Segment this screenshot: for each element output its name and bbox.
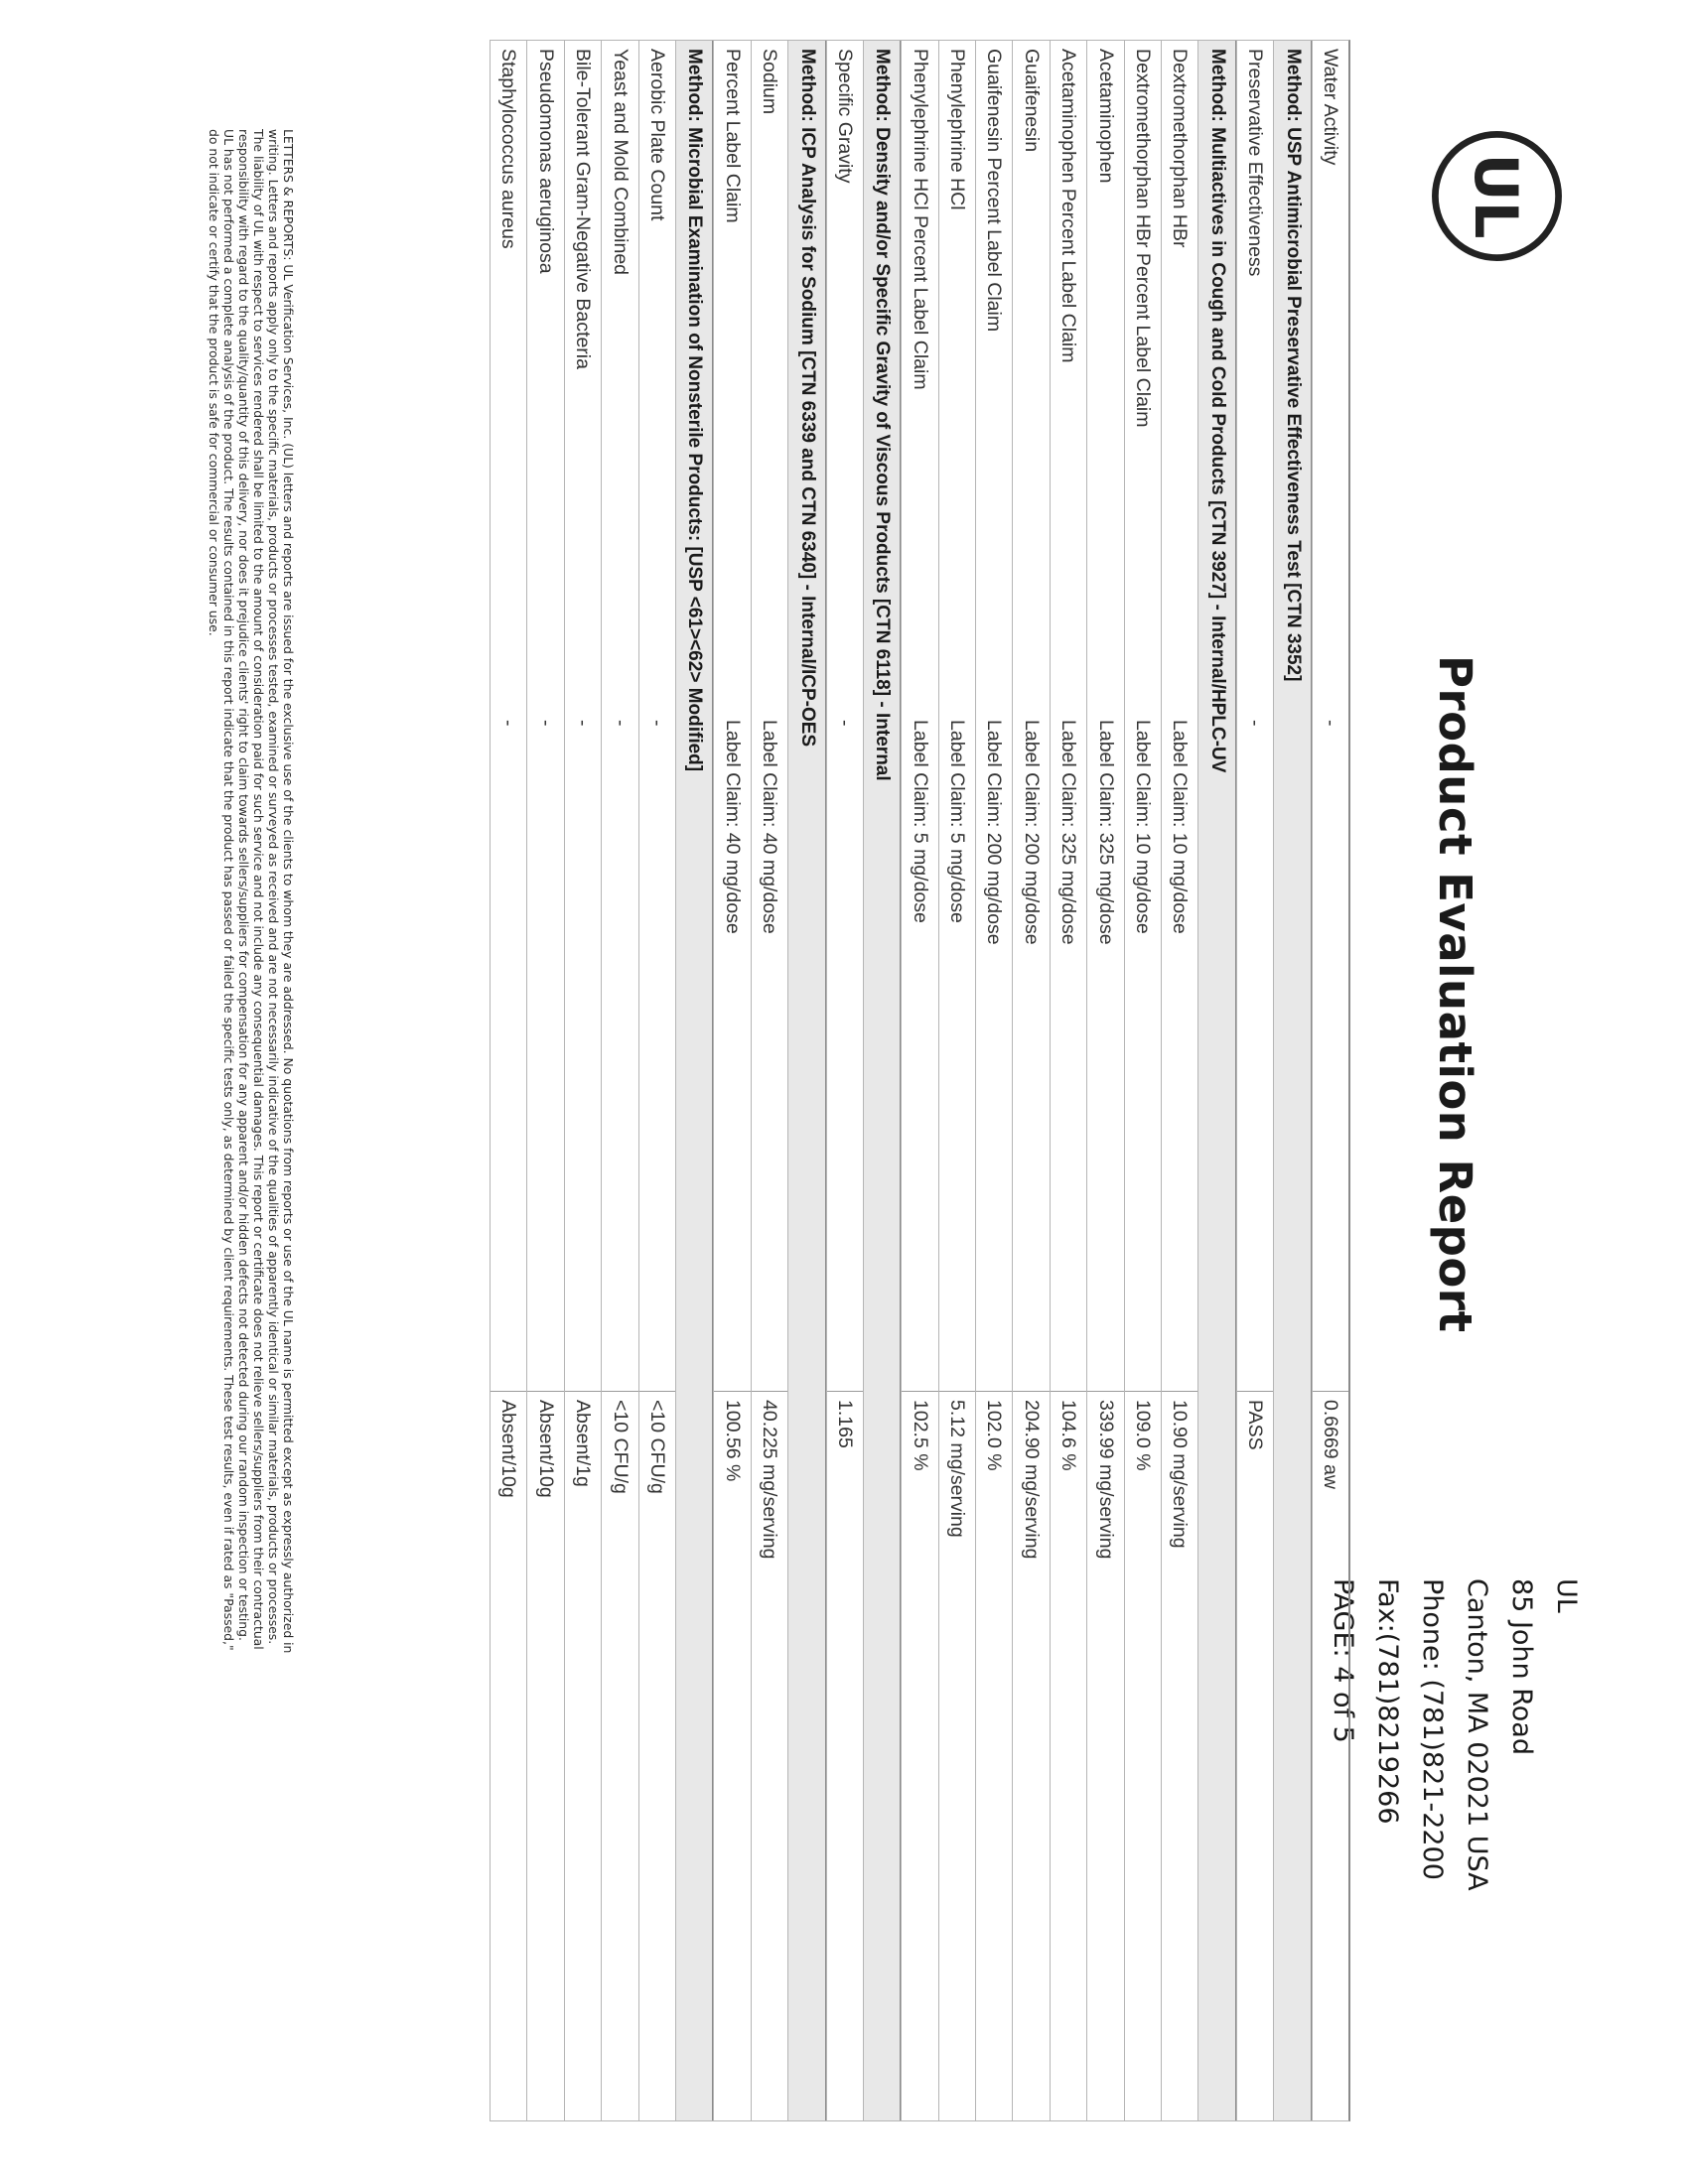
test-name-cell: Dextromethorphan HBr: [1169, 49, 1192, 248]
table-row: [1312, 41, 1348, 2120]
disclaimer-line: do not indicate or certify that the product is safe for commercial or consumer use.: [207, 129, 221, 636]
table-row: [751, 41, 787, 2120]
disclaimer-line: responsibility with regard to the quality/quantity of this delivery, nor does it prejudice clients' right to claim towards sellers/suppliers for compensation for any apparent and/or hidden defects not detected during our random inspection or testing.: [236, 129, 251, 1641]
method-label: Method: ICP Analysis for Sodium [CTN 6339 and CTN 6340] - Internal/ICP-OES: [796, 49, 818, 748]
table-row: [975, 41, 1012, 2120]
label-claim-cell: Label Claim: 10 mg/dose: [1132, 720, 1155, 934]
disclaimer-line: LETTERS & REPORTS: UL Verification Services, Inc. (UL) letters and reports are issued for the exclusive use of the clients to whom they are addressed. No quotations from reports or use of the UL name is permitted except as expressly authorized in: [281, 129, 296, 1654]
table-row: [1161, 41, 1197, 2120]
test-name-cell: Yeast and Mold Combined: [609, 49, 632, 276]
test-name-cell: Phenylephrine HCl Percent Label Claim: [909, 49, 931, 390]
table-row: [638, 41, 675, 2120]
test-name-cell: Bile-Tolerant Gram-Negative Bacteria: [572, 49, 595, 369]
city-state-zip: Canton, MA 02021 USA: [1462, 1578, 1492, 1891]
table-row: [526, 41, 563, 2120]
table-row: [564, 41, 601, 2120]
test-name-cell: Acetaminophen Percent Label Claim: [1057, 49, 1080, 363]
method-header-row: [787, 41, 825, 2120]
table-row: [1012, 41, 1049, 2120]
table-row: [1086, 41, 1123, 2120]
method-header-row: [863, 41, 901, 2120]
table-row: [1050, 41, 1086, 2120]
table-row: [1124, 41, 1161, 2120]
method-header-row: [1197, 41, 1235, 2120]
table-row: [938, 41, 975, 2120]
result-cell: 102.5 %: [902, 1391, 937, 2120]
result-cell: Absent/1g: [565, 1391, 601, 2120]
label-claim-cell: -: [609, 720, 632, 727]
result-cell: 102.0 %: [976, 1391, 1012, 2120]
svg-text:UL: UL: [1460, 153, 1529, 239]
method-header-row: [1273, 41, 1311, 2120]
label-claim-cell: Label Claim: 5 mg/dose: [946, 720, 969, 923]
label-claim-cell: -: [572, 720, 595, 727]
test-name-cell: Dextromethorphan HBr Percent Label Claim: [1132, 49, 1155, 428]
result-cell: 104.6 %: [1051, 1391, 1086, 2120]
test-name-cell: Guaifenesin: [1020, 49, 1043, 153]
result-cell: 204.90 mg/serving: [1013, 1391, 1049, 2120]
results-table: [490, 40, 1350, 2121]
label-claim-cell: -: [497, 720, 520, 727]
test-name-cell: Water Activity: [1320, 49, 1341, 166]
result-cell: 100.56 %: [714, 1391, 750, 2120]
test-name-cell: Aerobic Plate Count: [645, 49, 668, 221]
disclaimer-line: UL has not performed a complete analysis of the product. The results contained in this report indicate that the product has passed or failed the specific tests only, as determined by client requirements. These test results, even if rated as "Passed,": [221, 129, 236, 1651]
test-name-cell: Sodium: [759, 49, 781, 115]
table-row: [601, 41, 637, 2120]
result-cell: 109.0 %: [1125, 1391, 1161, 2120]
result-cell: 339.99 mg/serving: [1087, 1391, 1123, 2120]
label-claim-cell: -: [645, 720, 668, 727]
report-title: Product Evaluation Report: [1429, 655, 1481, 1333]
label-claim-cell: Label Claim: 325 mg/dose: [1094, 720, 1117, 945]
letters-reports-disclaimer: [207, 129, 296, 2095]
lab-address-block: [1321, 1578, 1589, 1891]
label-claim-cell: Label Claim: 325 mg/dose: [1057, 720, 1080, 945]
result-cell: PASS: [1237, 1391, 1273, 2120]
test-name-cell: Preservative Effectiveness: [1244, 49, 1267, 277]
street-address: 85 John Road: [1506, 1578, 1537, 1755]
table-row: [490, 41, 526, 2120]
label-claim-cell: Label Claim: 200 mg/dose: [983, 720, 1006, 945]
label-claim-cell: -: [1244, 720, 1267, 727]
table-row: [826, 41, 863, 2120]
test-name-cell: Acetaminophen: [1094, 49, 1117, 184]
table-row: [1236, 41, 1273, 2120]
method-label: Method: Density and/or Specific Gravity of Viscous Products [CTN 6118] - Internal: [872, 49, 894, 781]
disclaimer-line: writing. Letters and reports apply only to the specific materials, products or processes tested, examined or surveyed as received and are not necessarily indicative of the qualities of apparently identical or similar materials, products or processes.: [266, 129, 281, 1645]
result-cell: Absent/10g: [491, 1391, 526, 2120]
method-label: Method: Microbial Examination of Nonsterile Products: [USP <61><62> Modified]: [684, 49, 706, 772]
label-claim-cell: -: [1320, 720, 1341, 727]
label-claim-cell: -: [534, 720, 557, 727]
result-cell: 10.90 mg/serving: [1162, 1391, 1197, 2120]
method-header-row: [675, 41, 713, 2120]
result-cell: 40.225 mg/serving: [752, 1391, 787, 2120]
result-cell: <10 CFU/g: [602, 1391, 637, 2120]
result-cell: 0.6669 aw: [1313, 1391, 1348, 2120]
label-claim-cell: Label Claim: 200 mg/dose: [1020, 720, 1043, 945]
test-name-cell: Specific Gravity: [833, 49, 856, 184]
result-cell: 5.12 mg/serving: [939, 1391, 975, 2120]
label-claim-cell: Label Claim: 10 mg/dose: [1169, 720, 1192, 934]
ul-logo-icon: [1430, 129, 1564, 263]
fax-number: Fax:(781)8219266: [1372, 1578, 1403, 1825]
test-name-cell: Percent Label Claim: [721, 49, 744, 223]
test-name-cell: Pseudomonas aeruginosa: [534, 49, 557, 274]
label-claim-cell: -: [833, 720, 856, 727]
result-cell: <10 CFU/g: [639, 1391, 675, 2120]
result-cell: Absent/10g: [527, 1391, 563, 2120]
test-name-cell: Guaifenesin Percent Label Claim: [983, 49, 1006, 333]
table-row: [713, 41, 750, 2120]
method-label: Method: USP Antimicrobial Preservative Effectiveness Test [CTN 3352]: [1282, 49, 1304, 682]
page-number: PAGE: 4 of 5: [1328, 1578, 1358, 1743]
test-name-cell: Staphylococcus aureus: [497, 49, 520, 249]
phone-number: Phone: (781)821-2200: [1417, 1578, 1448, 1880]
table-row: [901, 41, 937, 2120]
company-name: UL: [1551, 1578, 1582, 1613]
test-name-cell: Phenylephrine HCl: [946, 49, 969, 210]
label-claim-cell: Label Claim: 40 mg/dose: [759, 720, 781, 934]
disclaimer-line: The liability of UL with respect to services rendered shall be limited to the amount of consideration paid for such service and not include any consequential damages. This report or certificate does not relieve sellers/suppliers from their contractual: [251, 129, 266, 1650]
label-claim-cell: Label Claim: 40 mg/dose: [721, 720, 744, 934]
label-claim-cell: Label Claim: 5 mg/dose: [909, 720, 931, 923]
method-label: Method: Multiactives in Cough and Cold Products [CTN 3927] - Internal/HPLC-UV: [1206, 49, 1228, 773]
result-cell: 1.165: [827, 1391, 863, 2120]
